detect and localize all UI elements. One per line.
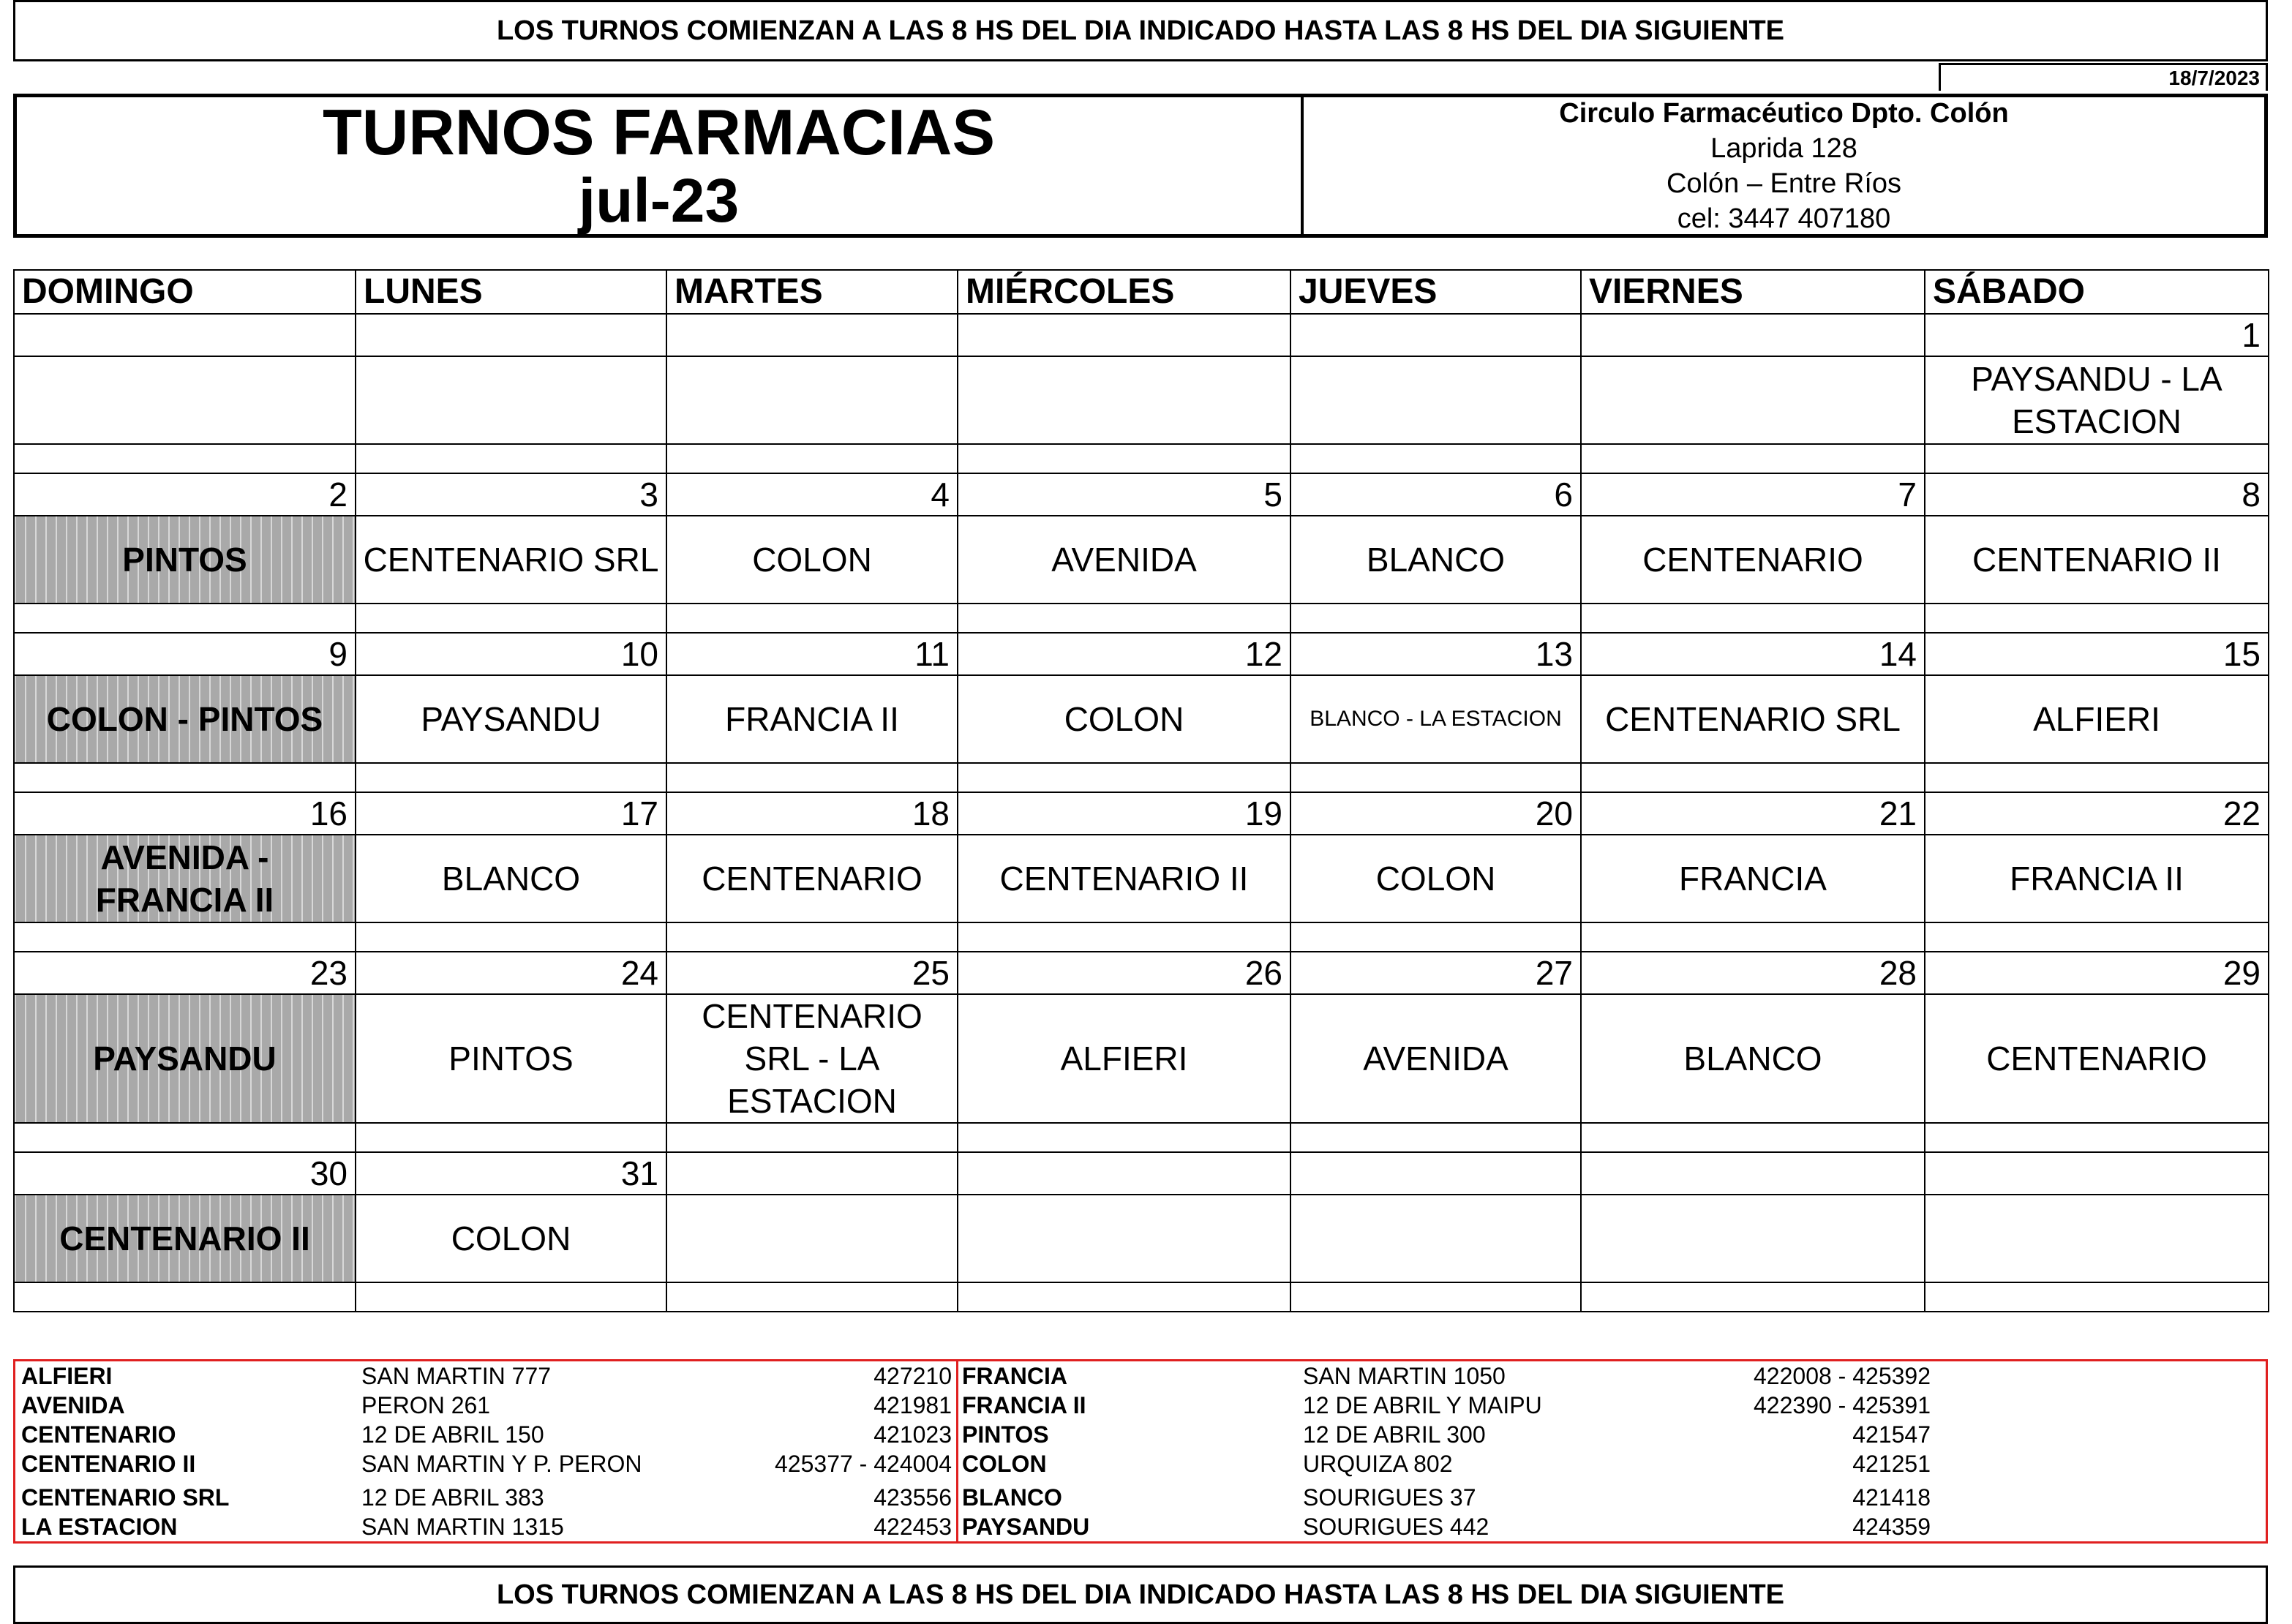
spacer-cell xyxy=(14,604,356,633)
day-number: 2 xyxy=(14,473,356,516)
directory-name: FRANCIA II xyxy=(962,1392,1086,1418)
pharmacy-cell: CENTENARIO SRL xyxy=(1581,675,1925,763)
week-day-numbers-row xyxy=(14,633,2269,675)
spacer-cell xyxy=(356,922,666,952)
day-number: 4 xyxy=(666,473,958,516)
week-spacer-row xyxy=(14,1123,2269,1152)
directory-address: SAN MARTIN 777 xyxy=(361,1363,552,1389)
day-number: 23 xyxy=(14,952,356,994)
directory-address: URQUIZA 802 xyxy=(1303,1451,1453,1477)
spacer-cell xyxy=(1925,1123,2269,1152)
directory-phone: 422008 - 425392 xyxy=(1754,1363,1931,1389)
spacer-cell xyxy=(958,1123,1290,1152)
day-number: 12 xyxy=(958,633,1290,675)
directory-address: SOURIGUES 442 xyxy=(1303,1514,1489,1540)
day-number: 16 xyxy=(14,792,356,835)
day-number: 5 xyxy=(958,473,1290,516)
pharmacy-cell: CENTENARIO xyxy=(1581,516,1925,604)
spacer-cell xyxy=(14,922,356,952)
spacer-cell xyxy=(14,444,356,473)
pharmacy-cell: FRANCIA II xyxy=(666,675,958,763)
spacer-cell xyxy=(666,1123,958,1152)
pharmacy-cell: CENTENARIO II xyxy=(958,835,1290,922)
pharmacy-cell: FRANCIA II xyxy=(1925,835,2269,922)
directory-phone: 427210 xyxy=(873,1363,952,1389)
week-day-numbers-row xyxy=(14,952,2269,994)
week-pharmacies-row xyxy=(14,356,2269,444)
spacer-cell xyxy=(958,763,1290,792)
day-number: 13 xyxy=(1290,633,1581,675)
weekday-header: MIÉRCOLES xyxy=(958,270,1290,314)
directory-name: FRANCIA xyxy=(962,1363,1067,1389)
day-number: 15 xyxy=(1925,633,2269,675)
day-number: 27 xyxy=(1290,952,1581,994)
pharmacy-cell: FRANCIA xyxy=(1581,835,1925,922)
spacer-cell xyxy=(1581,922,1925,952)
week-pharmacies-row xyxy=(14,675,2269,763)
directory-address: 12 DE ABRIL 150 xyxy=(361,1421,544,1448)
spacer-cell xyxy=(1581,444,1925,473)
pharmacy-cell: BLANCO xyxy=(1581,994,1925,1123)
spacer-cell xyxy=(1925,763,2269,792)
org-city: Colón – Entre Ríos xyxy=(1666,168,1902,199)
spacer-cell xyxy=(666,444,958,473)
spacer-cell xyxy=(1290,922,1581,952)
pharmacy-cell: COLON xyxy=(666,516,958,604)
top-notice-banner xyxy=(13,0,2268,61)
day-number xyxy=(14,314,356,356)
day-number xyxy=(1290,1152,1581,1195)
day-number xyxy=(666,314,958,356)
week-pharmacies-row xyxy=(14,994,2269,1123)
week-pharmacies-row xyxy=(14,1195,2269,1282)
weekday-header: VIERNES xyxy=(1581,270,1925,314)
directory-name: CENTENARIO xyxy=(21,1421,176,1448)
spacer-cell xyxy=(958,1282,1290,1312)
day-number xyxy=(1581,1152,1925,1195)
spacer-cell xyxy=(666,922,958,952)
directory-address: 12 DE ABRIL 383 xyxy=(361,1484,544,1511)
sunday-pharmacy-cell: COLON - PINTOS xyxy=(14,675,356,763)
day-number xyxy=(1290,314,1581,356)
directory-name: CENTENARIO II xyxy=(21,1451,196,1477)
directory-name: BLANCO xyxy=(962,1484,1062,1511)
pharmacy-cell: COLON xyxy=(356,1195,666,1282)
directory-name: PINTOS xyxy=(962,1421,1049,1448)
directory-phone: 421981 xyxy=(873,1392,952,1418)
day-number xyxy=(1581,314,1925,356)
spacer-cell xyxy=(1925,922,2269,952)
day-number: 3 xyxy=(356,473,666,516)
day-number: 14 xyxy=(1581,633,1925,675)
day-number xyxy=(356,314,666,356)
day-number: 10 xyxy=(356,633,666,675)
day-number: 7 xyxy=(1581,473,1925,516)
top-notice-text: LOS TURNOS COMIENZAN A LAS 8 HS DEL DIA INDICADO HASTA LAS 8 HS DEL DIA SIGUIENTE xyxy=(496,15,1785,46)
spacer-cell xyxy=(356,763,666,792)
spacer-cell xyxy=(1290,1123,1581,1152)
org-info xyxy=(1304,97,2264,234)
day-number xyxy=(1925,1152,2269,1195)
directory-phone: 422390 - 425391 xyxy=(1754,1392,1931,1418)
pharmacy-cell xyxy=(1290,1195,1581,1282)
directory-phone: 421418 xyxy=(1852,1484,1931,1511)
day-number: 25 xyxy=(666,952,958,994)
week-pharmacies-row xyxy=(14,516,2269,604)
directory-address: 12 DE ABRIL Y MAIPU xyxy=(1303,1392,1542,1418)
spacer-cell xyxy=(14,1123,356,1152)
directory-phone: 425377 - 424004 xyxy=(775,1451,952,1477)
pharmacy-cell: CENTENARIO SRL - LA ESTACION xyxy=(666,994,958,1123)
pharmacy-cell xyxy=(1290,356,1581,444)
day-number xyxy=(958,314,1290,356)
pharmacy-cell: COLON xyxy=(1290,835,1581,922)
pharmacy-cell: COLON xyxy=(958,675,1290,763)
directory-name: COLON xyxy=(962,1451,1047,1477)
day-number: 18 xyxy=(666,792,958,835)
weekday-header: MARTES xyxy=(666,270,958,314)
pharmacy-cell: BLANCO xyxy=(356,835,666,922)
directory-name: ALFIERI xyxy=(21,1363,113,1389)
day-number: 28 xyxy=(1581,952,1925,994)
sunday-pharmacy-cell: AVENIDA - FRANCIA II xyxy=(14,835,356,922)
spacer-cell xyxy=(666,1282,958,1312)
bottom-notice-banner xyxy=(13,1565,2268,1624)
day-number xyxy=(666,1152,958,1195)
weekday-header: SÁBADO xyxy=(1925,270,2269,314)
directory-address: SAN MARTIN 1315 xyxy=(361,1514,564,1540)
day-number: 19 xyxy=(958,792,1290,835)
pharmacy-cell xyxy=(1581,1195,1925,1282)
directory-address: SAN MARTIN 1050 xyxy=(1303,1363,1506,1389)
pharmacy-cell xyxy=(1581,356,1925,444)
spacer-cell xyxy=(1925,1282,2269,1312)
directory-divider xyxy=(956,1361,958,1541)
pharmacy-cell: CENTENARIO SRL xyxy=(356,516,666,604)
pharmacy-cell: ALFIERI xyxy=(958,994,1290,1123)
bottom-notice-text: LOS TURNOS COMIENZAN A LAS 8 HS DEL DIA INDICADO HASTA LAS 8 HS DEL DIA SIGUIENTE xyxy=(496,1579,1785,1610)
day-number: 26 xyxy=(958,952,1290,994)
pharmacy-directory xyxy=(13,1359,2268,1544)
pharmacy-cell xyxy=(958,356,1290,444)
directory-phone: 424359 xyxy=(1852,1514,1931,1540)
org-name: Circulo Farmacéutico Dpto. Colón xyxy=(1559,97,2009,129)
spacer-cell xyxy=(1290,444,1581,473)
spacer-cell xyxy=(356,604,666,633)
day-number: 29 xyxy=(1925,952,2269,994)
spacer-cell xyxy=(958,922,1290,952)
pharmacy-cell: CENTENARIO xyxy=(666,835,958,922)
spacer-cell xyxy=(1290,763,1581,792)
pharmacy-cell: CENTENARIO II xyxy=(1925,516,2269,604)
day-number: 20 xyxy=(1290,792,1581,835)
directory-name: PAYSANDU xyxy=(962,1514,1090,1540)
week-spacer-row xyxy=(14,444,2269,473)
day-number: 17 xyxy=(356,792,666,835)
spacer-cell xyxy=(1925,604,2269,633)
directory-phone: 421547 xyxy=(1852,1421,1931,1448)
spacer-cell xyxy=(666,604,958,633)
directory-address: SOURIGUES 37 xyxy=(1303,1484,1476,1511)
weekday-header: JUEVES xyxy=(1290,270,1581,314)
week-day-numbers-row xyxy=(14,1152,2269,1195)
day-number: 30 xyxy=(14,1152,356,1195)
day-number xyxy=(958,1152,1290,1195)
week-spacer-row xyxy=(14,604,2269,633)
pharmacy-cell xyxy=(958,1195,1290,1282)
sunday-pharmacy-cell: CENTENARIO II xyxy=(14,1195,356,1282)
spacer-cell xyxy=(1581,1282,1925,1312)
week-day-numbers-row xyxy=(14,314,2269,356)
day-number: 21 xyxy=(1581,792,1925,835)
weekday-header: LUNES xyxy=(356,270,666,314)
directory-address: 12 DE ABRIL 300 xyxy=(1303,1421,1486,1448)
pharmacy-cell: PAYSANDU xyxy=(356,675,666,763)
pharmacy-cell xyxy=(1925,1195,2269,1282)
sunday-pharmacy-cell xyxy=(14,356,356,444)
directory-name: AVENIDA xyxy=(21,1392,125,1418)
page-title: TURNOS FARMACIAS xyxy=(322,95,996,168)
pharmacy-cell: AVENIDA xyxy=(1290,994,1581,1123)
spacer-cell xyxy=(1290,1282,1581,1312)
spacer-cell xyxy=(958,604,1290,633)
sunday-pharmacy-cell: PINTOS xyxy=(14,516,356,604)
spacer-cell xyxy=(1925,444,2269,473)
spacer-cell xyxy=(958,444,1290,473)
week-spacer-row xyxy=(14,922,2269,952)
weekday-header: DOMINGO xyxy=(14,270,356,314)
spacer-cell xyxy=(1581,604,1925,633)
pharmacy-cell: PINTOS xyxy=(356,994,666,1123)
sunday-pharmacy-cell: PAYSANDU xyxy=(14,994,356,1123)
pharmacy-cell: AVENIDA xyxy=(958,516,1290,604)
directory-phone: 422453 xyxy=(873,1514,952,1540)
week-day-numbers-row xyxy=(14,792,2269,835)
day-number: 22 xyxy=(1925,792,2269,835)
org-address: Laprida 128 xyxy=(1710,132,1857,164)
directory-name: LA ESTACION xyxy=(21,1514,178,1540)
day-number: 1 xyxy=(1925,314,2269,356)
directory-address: SAN MARTIN Y P. PERON xyxy=(361,1451,642,1477)
header xyxy=(13,94,2268,238)
pharmacy-cell xyxy=(666,356,958,444)
pharmacy-cell: CENTENARIO xyxy=(1925,994,2269,1123)
directory-phone: 421023 xyxy=(873,1421,952,1448)
directory-phone: 421251 xyxy=(1852,1451,1931,1477)
month-label: jul-23 xyxy=(578,165,740,235)
week-spacer-row xyxy=(14,1282,2269,1312)
print-date: 18/7/2023 xyxy=(1939,63,2268,91)
spacer-cell xyxy=(666,763,958,792)
pharmacy-cell xyxy=(666,1195,958,1282)
day-number: 8 xyxy=(1925,473,2269,516)
spacer-cell xyxy=(14,1282,356,1312)
calendar-table xyxy=(13,269,2269,1312)
spacer-cell xyxy=(1290,604,1581,633)
week-spacer-row xyxy=(14,763,2269,792)
week-pharmacies-row xyxy=(14,835,2269,922)
week-day-numbers-row xyxy=(14,473,2269,516)
day-number: 9 xyxy=(14,633,356,675)
spacer-cell xyxy=(14,763,356,792)
day-number: 24 xyxy=(356,952,666,994)
spacer-cell xyxy=(356,444,666,473)
directory-name: CENTENARIO SRL xyxy=(21,1484,230,1511)
spacer-cell xyxy=(356,1123,666,1152)
spacer-cell xyxy=(1581,763,1925,792)
pharmacy-cell xyxy=(356,356,666,444)
pharmacy-cell: PAYSANDU - LA ESTACION xyxy=(1925,356,2269,444)
pharmacy-cell: BLANCO - LA ESTACION xyxy=(1290,675,1581,763)
weekday-header-row xyxy=(14,270,2269,314)
pharmacy-cell: ALFIERI xyxy=(1925,675,2269,763)
header-title-block xyxy=(17,97,1304,234)
spacer-cell xyxy=(356,1282,666,1312)
day-number: 11 xyxy=(666,633,958,675)
spacer-cell xyxy=(1581,1123,1925,1152)
directory-address: PERON 261 xyxy=(361,1392,491,1418)
directory-phone: 423556 xyxy=(873,1484,952,1511)
day-number: 6 xyxy=(1290,473,1581,516)
pharmacy-cell: BLANCO xyxy=(1290,516,1581,604)
org-phone: cel: 3447 407180 xyxy=(1677,203,1891,234)
day-number: 31 xyxy=(356,1152,666,1195)
